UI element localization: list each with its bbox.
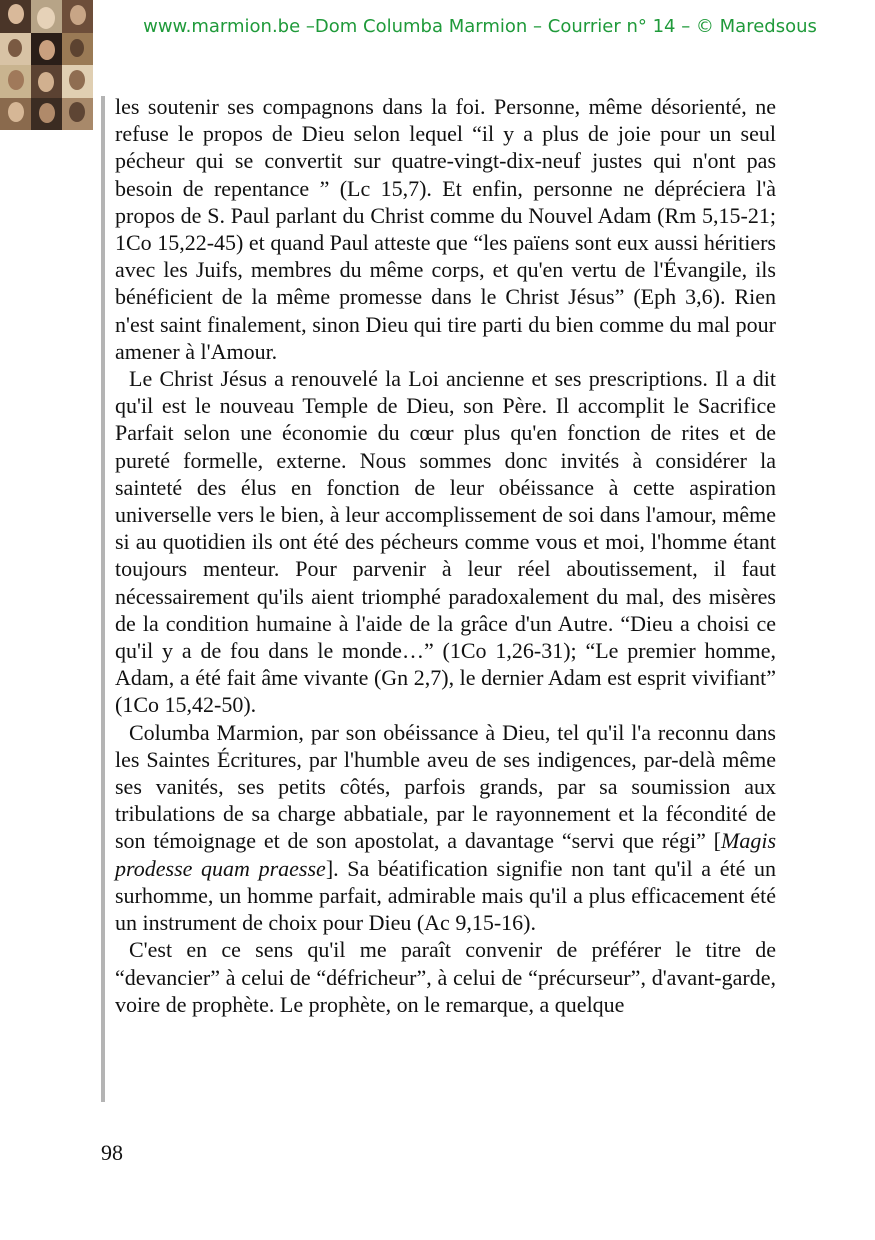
paragraph-3-before: Columba Marmion, par son obéissance à Dieu, tel qu'il l'a reconnu dans les Saintes Écritures, par l'humble aveu de ses indigences, par-delà même ses vanités, ses petits côtés, parfois grands, par sa soumission aux tribulations de sa charge abbatiale, par le rayonnement et la fécondité de son témoignage et de son apostolat, a davantage “servi que régi” [ [115, 719, 776, 854]
latin-phrase: Magis prodesse quam praesse [115, 828, 776, 881]
paragraph-1: les soutenir ses compagnons dans la foi. Personne, même désorienté, ne refuse le propos de Dieu selon lequel “il y a plus de joie pour un seul pécheur qui se convertit sur quatre-vingt-dix-neuf justes qui n'ont pas besoin de repentance ” (Lc 15,7). Et enfin, personne ne dépréciera l'à propos de S. Paul parlant du Christ comme du Nouvel Adam (Rm 5,15-21; 1Co 15,22-45) et quand Paul atteste que “les païens sont eux aussi héritiers avec les Juifs, membres du même corps, et qu'en vertu de l'Évangile, ils bénéficient de la même promesse dans le Christ Jésus” (Eph 3,6). Rien n'est saint finalement, sinon Dieu qui tire parti du bien comme du mal pour amener à l'Amour. [115, 94, 776, 364]
photo-collage [0, 0, 93, 130]
paragraph-4: C'est en ce sens qu'il me paraît convenir de préférer le titre de “devancier” à celui de “défricheur”, à celui de “précurseur”, d'avant-garde, voire de prophète. Le prophète, on le remarque, a quelque [115, 937, 776, 1017]
page-header: www.marmion.be –Dom Columba Marmion – Courrier n° 14 – © Maredsous [143, 16, 817, 37]
page-number: 98 [101, 1140, 123, 1165]
paragraph-2: Le Christ Jésus a renouvelé la Loi ancienne et ses prescriptions. Il a dit qu'il est le nouveau Temple de Dieu, son Père. Il accomplit le Sacrifice Parfait selon une économie du cœur plus qu'en fonction de rites et de pureté formelle, externe. Nous sommes donc invités à considérer la sainteté des élus en fonction de leur obéissance à cette aspiration universelle vers le bien, à leur accomplissement de soi dans l'amour, même si au quotidien ils ont été des pécheurs comme vous et moi, l'homme étant toujours menteur. Pour parvenir à leur réel aboutissement, il faut nécessairement qu'ils aient triomphé paradoxalement du mal, des misères de la condition humaine à l'aide de la grâce d'un Autre. “Dieu a choisi ce qu'il y a de fou dans le monde…” (1Co 1,26-31); “Le premier homme, Adam, a été fait âme vivante (Gn 2,7), le dernier Adam est esprit vivifiant” (1Co 15,42-50). [115, 366, 776, 718]
body-text [115, 93, 776, 1018]
photo-collage-icon [0, 0, 93, 130]
paragraph-3 [115, 719, 776, 937]
paragraph-3-after: ]. Sa béatification signifie non tant qu'il a été un surhomme, un homme parfait, admirable mais qu'il a plus efficacement été un instrument de choix pour Dieu (Ac 9,15-16). [115, 855, 777, 936]
margin-rule [101, 96, 105, 1102]
